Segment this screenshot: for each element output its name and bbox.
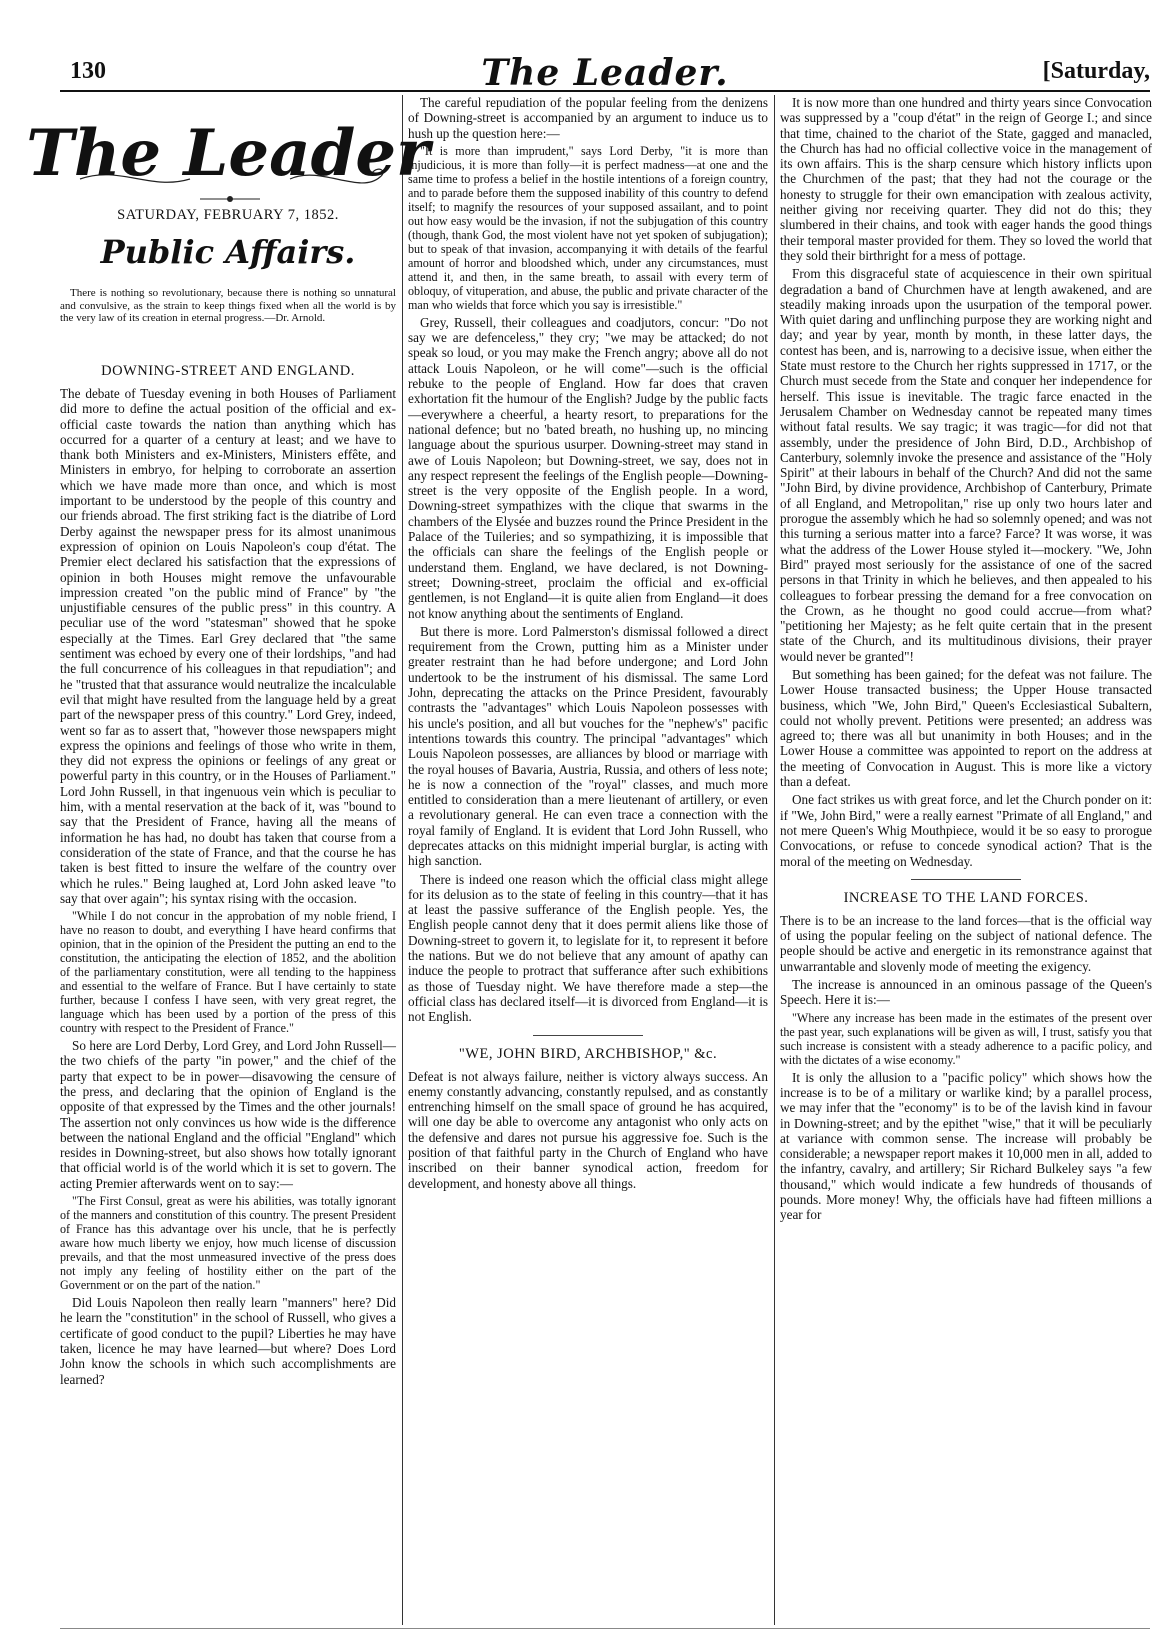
article-paragraph: But there is more. Lord Palmerston's dismissal followed a direct requirement from the Crown, putting him as a Minister under greater restraint than he had before undergone; and Lord John undertook to be the instrument of his dismissal. The same Lord John, deprecating the attacks on the Prince President, favourably contrasts the "advantages" which Louis Napoleon possesses with his uncle's position, and all but vouches for the "nephew's" pacific intentions towards this country. The principal "advantages" which Louis Napoleon possesses, are alliances by blood or marriage with the royal houses of Bavaria, Austria, Russia, and others of less note; he is now a connection of the "royal" classes, and much more entitled to consideration than a mere lieutenant of artillery, or even a revolutionary general. He can even trace a connection with the royal family of England. It is evident that Lord John Russell, who deprecates attacks on this midnight imperial burglar, is acting with high sanction. bbox=[408, 623, 768, 869]
masthead-date: SATURDAY, FEBRUARY 7, 1852. bbox=[117, 207, 339, 223]
article-paragraph: There is indeed one reason which the official class might allege for its delusion as to the state of feeling in this country—that it has at least the passive sufferance of the English people. Yes, the English people cannot deny that it does permit aliens like those of Downing-street to govern it, to legislate for it, to represent it before the nations. But we do not believe that any amount of apathy can induce the people to protract that sufferance after such exhibitions as those of Tuesday night. We have therefore made a step—the official class has declared itself—it is divorced from England—it is not English. bbox=[408, 871, 768, 1025]
quoted-paragraph: "The First Consul, great as were his abilities, was totally ignorant of the manners and constitution of this country. The present President of France has this advantage over his uncle, that he is perfectly aware how much liberty we enjoy, how much license of discussion prevails, and that the most unmeasured invective of the press does not imply any feeling of hostility either on the part of the Government or on the part of the nation." bbox=[60, 1194, 396, 1293]
article-paragraph: Defeat is not always failure, neither is victory always success. An enemy constantly advancing, constantly repulsed, and as constantly entrenching himself on the small space of ground he has acquired, will one day be able to overcome any antagonist who only acts on the defensive and dares not pursue his aggressive foe. Such is the position of that faithful party in the Church of England who have inscribed on their banner synodical action, freedom for development, and honesty above all things. bbox=[408, 1068, 768, 1191]
article-paragraph: But something has been gained; for the defeat was not failure. The Lower House transacted business; the Upper House transacted business, which "We, John Bird," Queen's Ecclesiastical Subaltern, could not wholly prevent. Petitions were presented; an address was agreed to; there was all but unanimity in both Houses; and in the Lower House a committee was appointed to report on the address at the meeting of Convocation in August. This is more like a victory than a defeat. bbox=[780, 666, 1152, 790]
article-paragraph: The increase is announced in an ominous passage of the Queen's Speech. Here it is:— bbox=[780, 977, 1152, 1008]
masthead bbox=[26, 95, 430, 355]
epigraph: There is nothing so revolutionary, because there is nothing so unnatural and convulsive, as the strain to keep things fixed when all the world is by the very law of its creation in eternal progress.—Dr. Arnold. bbox=[60, 287, 396, 324]
column-2 bbox=[408, 95, 768, 1625]
section-divider bbox=[911, 879, 1021, 880]
column-divider bbox=[774, 95, 775, 1625]
page-header bbox=[60, 52, 1150, 92]
running-day: [Saturday, bbox=[1042, 58, 1150, 84]
article-paragraph: So here are Lord Derby, Lord Grey, and Lord John Russell—the two chiefs of the party "in power," and the chief of the party that expect to be in power—disavowing the censure of the press, and declaring that the opinion of England is the opposite of that expressed by the Times and the other journals! The assertion not only convinces us how wide is the difference between the national England and the official "England" which resides in Downing-street, but also shows how totally ignorant that official world is of the world which it is set to govern. The acting Premier afterwards went on to say:— bbox=[60, 1038, 396, 1191]
section-divider bbox=[533, 1035, 643, 1036]
column-3 bbox=[780, 95, 1152, 1625]
article-paragraph: Grey, Russell, their colleagues and coadjutors, concur: "Do not say we are defenceless," they cry; "we may be attacked; do not speak so loud, or you may make the French angry; above all do not attack Louis Napoleon, or he will come"—such is the official rebuke to the people of England. How far does that craven exhortation fit the humour of the English? Judge by the public facts—everywhere a cheerful, a hearty resort, to preparations for the national defence; but no 'bated breath, no hushing up, no mincing language about the spurious usurper. Downing-street may stand in awe of Louis Napoleon; but Downing-street, we say, does not in any respect represent the feelings of the English people—Downing-street is the very opposite of the English people. In a word, Downing-street sympathizes with the clique that swarms in the chambers of the Elysée and buzzes round the Prince President in the Palace of the Tuileries; and so sympathizing, it is impossible that the officials can share the feelings of the English people or understand them. England, we have declared, is not Downing-street; Downing-street, proclaim the official and ex-official gentlemen, is not England—it is quite alien from England—it does not know anything about the sentiments of England. bbox=[408, 314, 768, 621]
article-heading: INCREASE TO THE LAND FORCES. bbox=[843, 889, 1089, 906]
logo-text: The Leader bbox=[26, 116, 430, 191]
bottom-rule bbox=[60, 1628, 1150, 1629]
article-paragraph: There is to be an increase to the land forces—that is the official way of using the popular feeling on the subject of national defence. The people should be active and energetic in its remonstrance against that unwarrantable and slovenly mode of meeting the exigency. bbox=[780, 912, 1152, 974]
running-title: The Leader. bbox=[481, 52, 729, 94]
page-number: 130 bbox=[70, 58, 106, 84]
article-paragraph: From this disgraceful state of acquiescence in their own spiritual degradation a band of Churchmen have at length awakened, and are steadily making inroads upon the usurpation of the temporal power. With quiet daring and unflinching purpose they are working night and day; and year by year, month by month, in these latter days, the contest has been, and is, narrowing to a decisive issue, when either the State must restore to the Church her rights suppressed in 1717, or the Church must secede from the State and conquer her independence for herself. This issue is inevitable. The tragic farce enacted in the Jerusalem Chamber on Wednesday cannot be repeated many times without fatal results. We say tragic; it was tragic—for did not that assembly, under the presidence of John Bird, D.D., Archbishop of Canterbury, solemnly invoke the presence and assistance of the "Holy Spirit" at their labours in behalf of the Church? And did not the same "John Bird, by divine providence, Archbishop of Canterbury, Primate of all England, and Metropolitan," rise up only two hours later and prorogue the assembly which he had so solemnly opened; and was not this turning a serious matter into a farce? Farce? It was worse, it was what the address of the Lower House styled it—mockery. "We, John Bird" prayed most seriously for the assistance of one of the sacred persons in that Trinity in which he believes, and then appealed to his colleagues to forbear pressing the demand for a free convocation on the Crown, as he thought no good could accrue—from what? "petitioning her Majesty; as he felt quite certain that in the present state of the Church, and its multitudinous divisions, their prayer would never be granted"! bbox=[780, 266, 1152, 664]
article-heading: DOWNING-STREET AND ENGLAND. bbox=[101, 363, 355, 379]
article-paragraph: The careful repudiation of the popular feeling from the denizens of Downing-street is accompanied by an argument to induce us to hush up the question here:— bbox=[408, 95, 768, 141]
logo-dot bbox=[227, 196, 233, 202]
masthead-logo bbox=[26, 95, 430, 207]
article-heading: "WE, JOHN BIRD, ARCHBISHOP," &c. bbox=[458, 1045, 718, 1062]
article-paragraph: One fact strikes us with great force, and let the Church ponder on it: if "We, John Bird," were a really earnest "Primate of all England," and not mere Queen's Whig Mouthpiece, would it be so easy to prorogue Convocations, or refuse to concede synodical action? That is the moral of the meeting on Wednesday. bbox=[780, 792, 1152, 869]
article-paragraph: It is now more than one hundred and thirty years since Convocation was suppressed by a "coup d'état" in the reign of George I.; and since that time, chained to the chariot of the State, gagged and manacled, the Church has had no official collective voice in the management of its own affairs. This is the sharp censure which history inflicts upon the Churchmen of the past; that they had not the courage or the honesty to struggle for their own emancipation with zealous activity, neither giving nor receiving quarter. They did not do this; they slumbered in their chains, and took with eager hands the good things their temporal master provided for them. They so loved the world that they sold their birthright for a mess of pottage. bbox=[780, 95, 1152, 263]
article-paragraph: It is only the allusion to a "pacific policy" which shows how the increase is to be of a military or warlike kind; by a parallel process, we may infer that the "economy" is to be of the lavish kind in favour in Downing-street; and by the epithet "wise," that it will be peculiarly at variance with common sense. The increase will probably be considerable; a newspaper report makes it 10,000 men in all, added to the infantry, cavalry, and artillery; Sir Richard Bulkeley says "a few thousand," which would indicate a few hundreds of thousands of pounds. More money! Why, the officials have had fifteen millions a year for bbox=[780, 1069, 1152, 1223]
quoted-paragraph: "It is more than imprudent," says Lord Derby, "it is more than injudicious, it is more than folly—it is perfect madness—at one and the same time to profess a belief in the hostile intentions of a foreign country, and to parade before them the supposed inability of this country to defend itself; to magnify the resources of your supposed assailant, and to point out how easy would be the invasion, if not the subjugation of this country (though, thank God, the most violent have not yet spoken of subjugation); but to speak of that invasion, accompanying it with details of the fearful amount of horror and bloodshed which, under any circumstances, must attend it, and then, in the same breath, to assail with every term of obloquy, of vituperation, and abuse, the public and private character of the man who wields that force which you say is irresistible." bbox=[408, 143, 768, 312]
quoted-paragraph: "While I do not concur in the approbation of my noble friend, I have no reason to doubt, and everything I have heard confirms that opinion, that in the opinion of the President the putting an end to the constitution, the anticipating the election of 1852, and the abolition of the parliamentary constitution, were all tending to the happiness and essential to the welfare of France. But I have certainly to state further, because I confess I have seen, with very great regret, the language which has been used by a portion of the press of this country with respect to the President of France." bbox=[60, 909, 396, 1036]
quoted-paragraph: "Where any increase has been made in the estimates of the present over the past year, such explanations will be given as will, I trust, satisfy you that such increase is consistent with a steady adherence to a pacific policy, and with the dictates of a wise economy." bbox=[780, 1010, 1152, 1067]
column-1 bbox=[26, 95, 430, 1625]
section-title: Public Affairs. bbox=[100, 233, 356, 271]
article-paragraph: Did Louis Napoleon then really learn "manners" here? Did he learn the "constitution" in the school of Russell, who gives a certificate of good conduct to the pupil? Liberties he may have taken, licence he may have learned—but where? Does Lord John know the schools in which such accomplishments are learned? bbox=[60, 1295, 396, 1387]
article-paragraph: The debate of Tuesday evening in both Houses of Parliament did more to define the actual position of the official and ex-official caste towards the nation than anything which has occurred for a quarter of a century at least; and we have to thank both Ministers and ex-Ministers, Ministers effête, and Ministers in embryo, for helping to corroborate an assertion which we have made more than once, and which is most important to be understood by the people of this country and our friends abroad. The first striking fact is the diatribe of Lord Derby against the newspaper press for its almost unanimous expression of opinion on Louis Napoleon's coup d'état. The Premier elect declared his satisfaction that the expressions of opinion in both Houses might remove the unfavourable impression created "on the public mind of France" by "the unjustifiable censures of the public press" in this country. A peculiar use of the word "statesman" showed that he spoke especially at the Times. Earl Grey declared that "the same sentiment was echoed by every one of their lordships, "and had the full concurrence of his colleagues in that repudiation"; and he "trusted that that assurance would neutralize the incalculable evil that might have resulted from the language held by a great part of the newspaper press of this country." Lord Grey, indeed, went so far as to assert that, "however those newspapers might express the opinions and feelings of those who write in them, they did not express the opinions or feelings of any great or powerful party in this country, or in the Houses of Parliament." Lord John Russell, in that ingenuous vein which is peculiar to him, with a mental reservation at the back of it, was "bound to say that the President of France, having all the means of information he has had, no doubt has taken that course from a consideration of the state of France, and that the course he has taken is best fitted to insure the welfare of the country over which he rules." Being laughed at, Lord John asked leave "to say that over again"; his syntax rising with the occasion. bbox=[60, 386, 396, 906]
header-rule bbox=[60, 90, 1150, 92]
column-divider bbox=[402, 95, 403, 1625]
